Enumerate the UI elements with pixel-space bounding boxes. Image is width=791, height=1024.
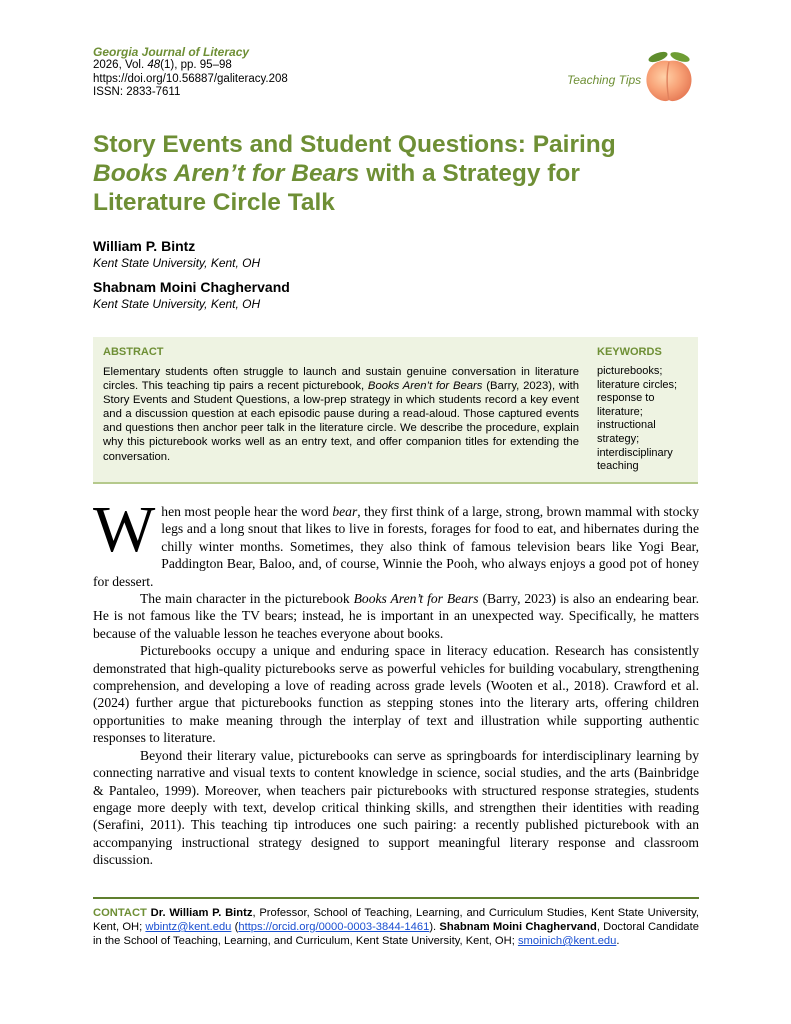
body-paragraph: Beyond their literary value, picturebooks can serve as springboards for interdisciplinary learning by connecting narrative and visual texts to content knowledge in science, social studies, and the arts (Bainbridge & Pantaleo, 1999). Moreover, when teachers pair picturebooks with structured response strategies, students engage more deeply with text, develop critical thinking skills, and strengthen their identities with reading (Serafini, 2011). This teaching tip introduces one such pairing: a recently published picturebook with an accompanying instructional strategy designed to support meaningful literary response and classroom discussion. bbox=[93, 747, 699, 868]
footer-divider bbox=[93, 897, 699, 899]
body-paragraph bbox=[93, 590, 699, 642]
keyword-item: instructional bbox=[597, 419, 656, 432]
section-label: Teaching Tips bbox=[567, 73, 642, 87]
body-paragraph: Picturebooks occupy a unique and enduring space in literacy education. Research has consistently demonstrated that high-quality picturebooks serve as powerful vehicles for building vocabulary, strengthening comprehension, and developing a love of reading across grade levels (Wooten et al., 2018). Crawford et al. (2024) further argue that picturebooks function as stepping stones into the literary arts, offering children opportunities to make meaning through the interplay of text and illustration while supporting authentic responses to literature. bbox=[93, 643, 699, 746]
keywords-heading: KEYWORDS bbox=[597, 346, 662, 358]
author-affiliation: Kent State University, Kent, OH bbox=[93, 256, 261, 270]
abstract-text bbox=[103, 365, 579, 464]
body-paragraph bbox=[93, 493, 699, 590]
contact-text: ). bbox=[429, 921, 440, 933]
body-emphasis: bear bbox=[332, 504, 358, 519]
orcid-link[interactable]: https://orcid.org/0000-0003-3844-1461 bbox=[238, 921, 430, 933]
contact-text: , Doctoral Candidate in the School of Teaching, Learning, and Curriculum, Kent State University, Kent, OH; bbox=[93, 921, 699, 947]
keywords-list bbox=[597, 365, 692, 474]
abstract-heading: ABSTRACT bbox=[103, 346, 164, 358]
article-title bbox=[93, 130, 693, 217]
volume-number: 48 bbox=[147, 59, 161, 71]
journal-name: Georgia Journal of Literacy bbox=[93, 45, 250, 59]
keyword-item: strategy; bbox=[597, 432, 640, 445]
year-prefix: 2026, Vol. bbox=[93, 59, 148, 71]
issn-line: ISSN: 2833-7611 bbox=[93, 86, 181, 98]
abstract-book-title: Books Aren’t for Bears bbox=[367, 380, 483, 393]
keyword-item: teaching bbox=[597, 460, 639, 473]
email-link[interactable]: smoinich@kent.edu bbox=[517, 935, 617, 947]
contact-text: , Professor, School of Teaching, Learning, and Curriculum Studies, Kent State University, Kent, OH; bbox=[93, 907, 700, 933]
body-text: (Barry, 2023) is also an endearing bear. He is not famous like the TV bears; instead, he is important in an unexpected way. Specifically, he matters because of the valuable lesson he teaches everyone about books. bbox=[93, 591, 699, 641]
contact-label: CONTACT bbox=[93, 907, 147, 919]
keyword-item: response to bbox=[597, 392, 655, 405]
contact-text: . bbox=[616, 935, 620, 947]
title-book-name: Books Aren’t for Bears bbox=[93, 160, 360, 187]
body-text: hen most people hear the word bbox=[161, 504, 333, 519]
doi-line[interactable]: https://doi.org/10.56887/galiteracy.208 bbox=[93, 72, 288, 85]
body-text: The main character in the picturebook bbox=[140, 591, 354, 607]
contact-author-name: Shabnam Moini Chaghervand bbox=[439, 921, 597, 933]
contact-author-name: Dr. William P. Bintz bbox=[150, 907, 253, 919]
article-body bbox=[93, 493, 699, 869]
contact-note bbox=[93, 906, 699, 948]
volume-line bbox=[93, 59, 703, 73]
abstract-box bbox=[93, 337, 698, 484]
abstract-text-part: (Barry, 2023), with Story Events and Student Questions, a low-prep strategy in which students record a key event and a discussion question at each episodic pause during a read-aloud. Those captured events and questions then anchor peer talk in the literature circle. We describe the procedure, explain why this picturebook works well as an entry text, and offer companion titles for extending the conversation. bbox=[103, 380, 579, 463]
peach-icon bbox=[640, 48, 698, 106]
keyword-item: literature; bbox=[597, 405, 643, 418]
keyword-item: picturebooks; bbox=[597, 365, 663, 377]
keyword-item: literature circles; bbox=[597, 378, 678, 391]
keyword-item: interdisciplinary bbox=[597, 446, 673, 459]
contact-text: ( bbox=[231, 921, 239, 933]
issue-pages: (1), pp. 95–98 bbox=[160, 59, 232, 71]
author-name: William P. Bintz bbox=[93, 238, 196, 254]
author-affiliation: Kent State University, Kent, OH bbox=[93, 297, 261, 311]
title-line-1: Story Events and Student Questions: Pairing bbox=[93, 131, 616, 158]
drop-cap: W bbox=[93, 493, 156, 566]
body-text: , they first think of a large, strong, brown mammal with stocky legs and a long snout that likes to live in forests, forages for food to eat, and hibernates during the chilly winter months. Sometimes, they also think of famous television bears like Yogi Bear, Paddington Bear, Baloo, and, of course, Winnie the Pooh, who always enjoys a good pot of honey for dessert. bbox=[93, 504, 699, 589]
author-name: Shabnam Moini Chaghervand bbox=[93, 279, 290, 295]
title-rest: with a Strategy for Literature Circle Talk bbox=[93, 160, 580, 216]
email-link[interactable]: wbintz@kent.edu bbox=[145, 921, 232, 933]
body-book-title: Books Aren’t for Bears bbox=[353, 591, 479, 607]
abstract-text-part: Elementary students often struggle to launch and sustain genuine conversation in literature circles. This teaching tip pairs a recent picturebook, bbox=[103, 366, 579, 393]
